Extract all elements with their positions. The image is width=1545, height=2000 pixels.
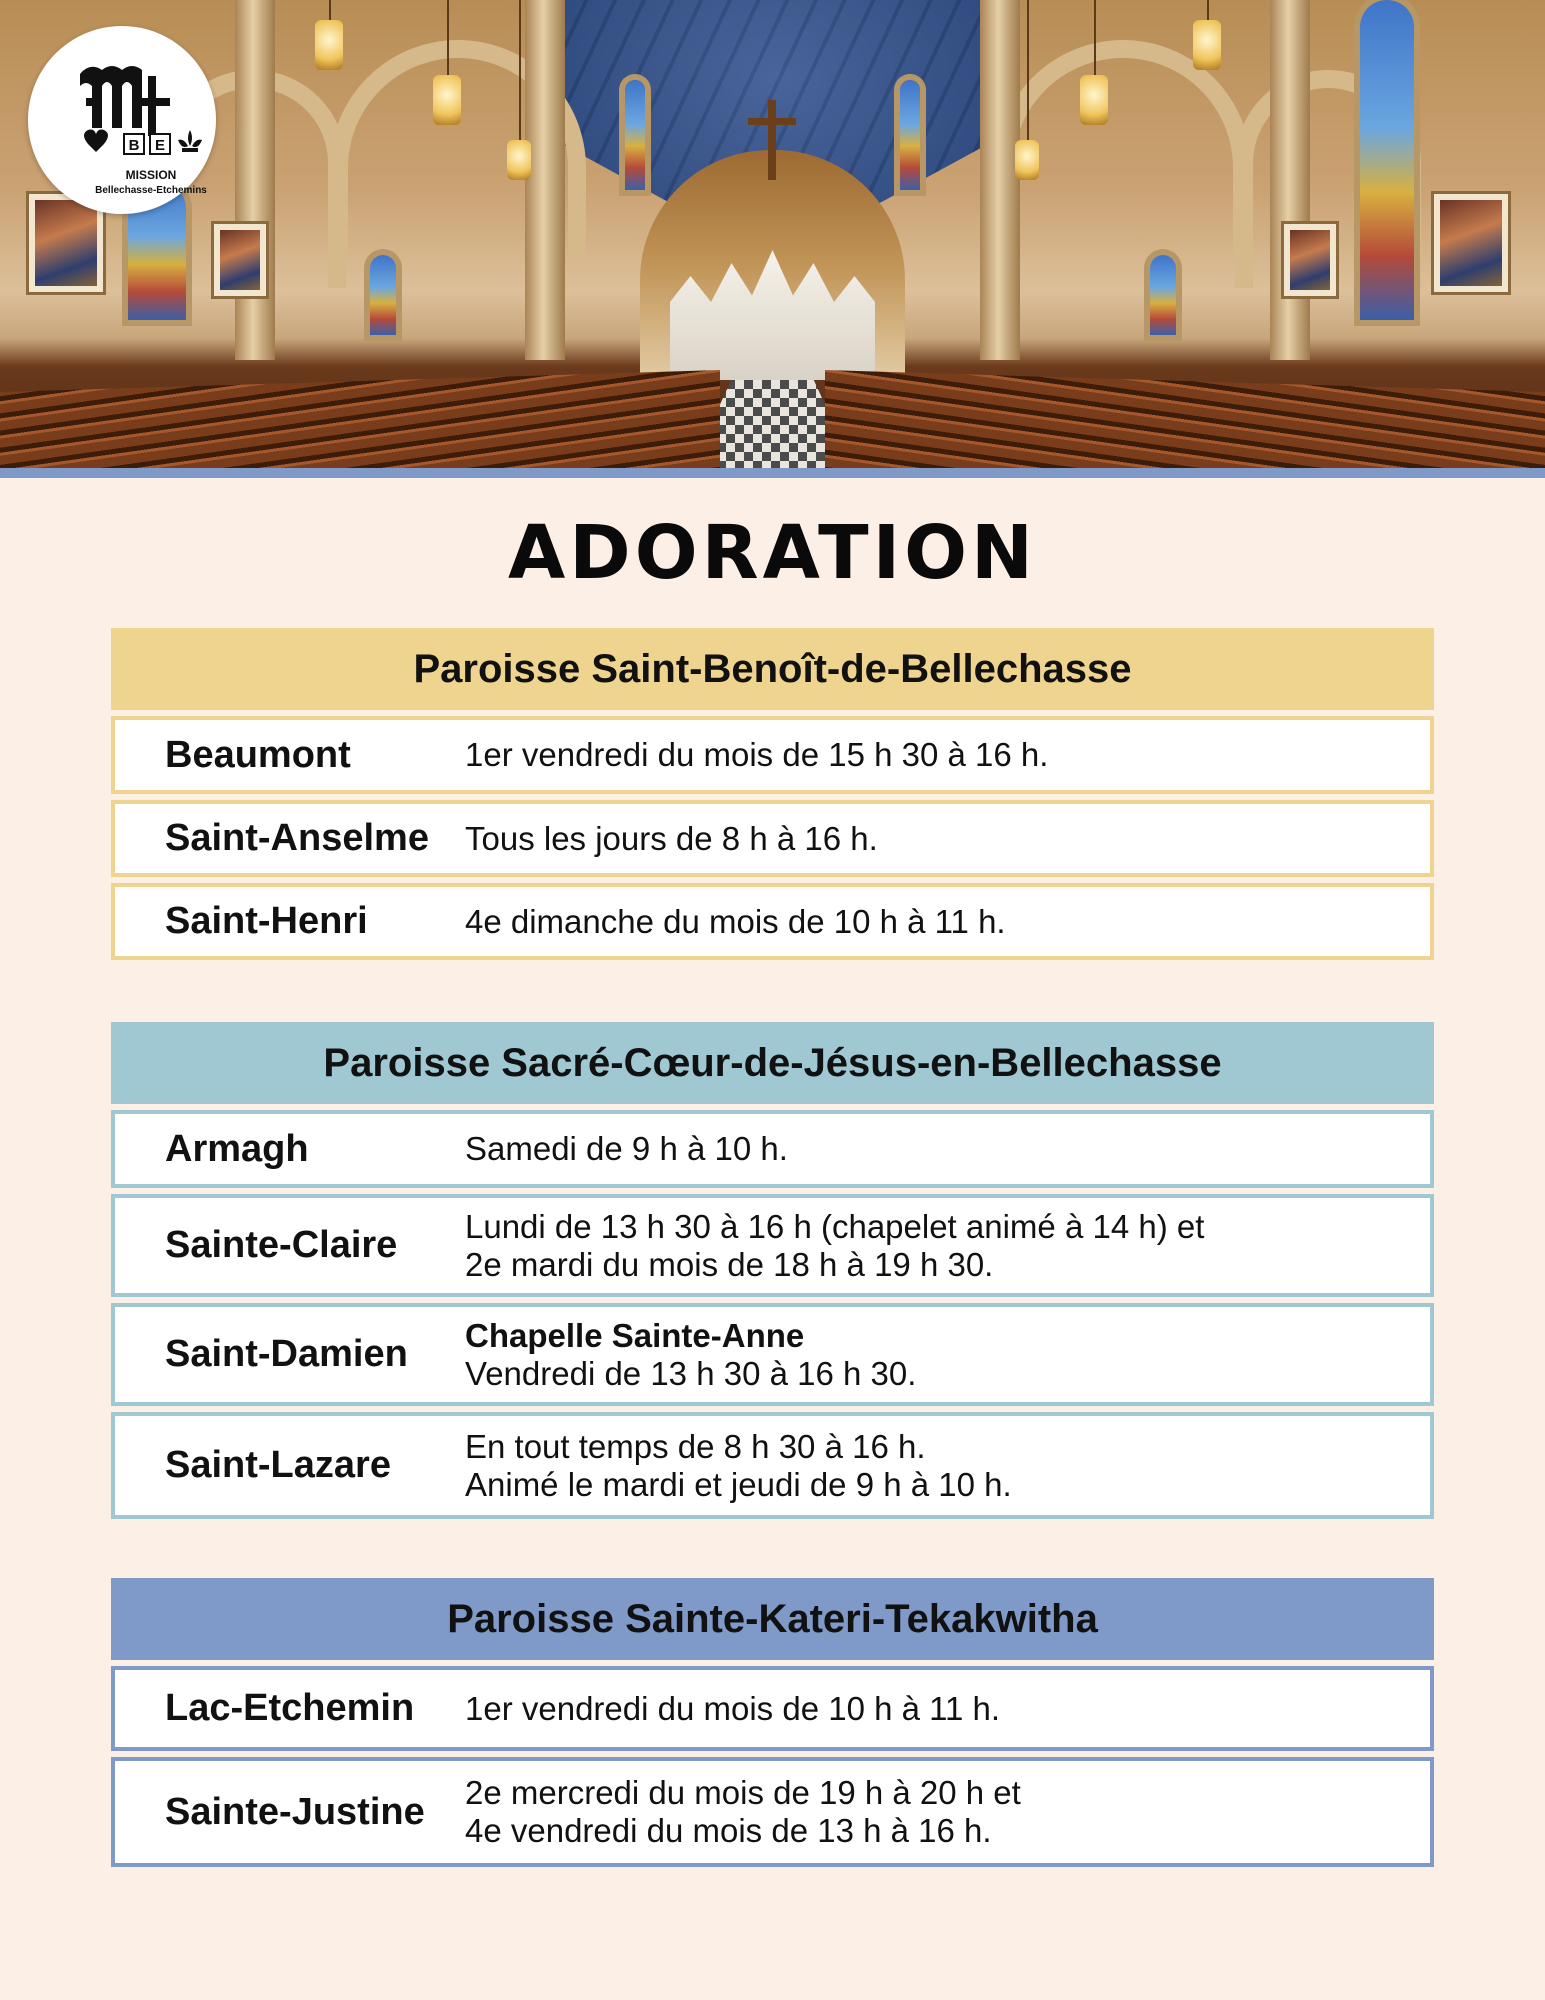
parish-header: Paroisse Saint-Benoît-de-Bellechasse — [111, 628, 1434, 710]
station-painting — [220, 230, 260, 290]
stained-glass-window — [625, 80, 645, 190]
hanging-lamp-icon — [507, 140, 531, 180]
church-interior-photo — [0, 0, 1545, 470]
column — [980, 0, 1020, 360]
table-row — [111, 1666, 1434, 1751]
schedule-line: En tout temps de 8 h 30 à 16 h. — [465, 1427, 926, 1465]
schedule-line: Samedi de 9 h à 10 h. — [465, 1130, 788, 1167]
hanging-lamp-icon — [1193, 20, 1221, 70]
hanging-lamp-icon — [1015, 140, 1039, 180]
schedule-line: 4e dimanche du mois de 10 h à 11 h. — [465, 902, 1006, 940]
hero-divider — [0, 468, 1545, 478]
table-row — [111, 1110, 1434, 1188]
parish-table-sainte-kateri — [111, 1578, 1434, 1867]
logo-mission-label: MISSION — [125, 168, 177, 182]
place-name: Saint-Lazare — [165, 1444, 391, 1486]
crucifix-icon — [768, 100, 776, 180]
place-name: Sainte-Claire — [165, 1224, 398, 1266]
schedule-line: 2e mardi du mois de 18 h à 19 h 30. — [465, 1245, 994, 1283]
stained-glass-window — [370, 255, 396, 335]
parish-header: Paroisse Sacré-Cœur-de-Jésus-en-Bellechasse — [111, 1022, 1434, 1104]
schedule-line: 2e mercredi du mois de 19 h à 20 h et — [465, 1774, 1021, 1811]
hanging-lamp-icon — [315, 20, 343, 70]
place-name: Beaumont — [165, 733, 351, 776]
chapel-name: Chapelle Sainte-Anne — [465, 1316, 805, 1354]
table-row — [111, 1412, 1434, 1519]
schedule-line: Tous les jours de 8 h à 16 h. — [465, 819, 878, 857]
place-name: Saint-Damien — [165, 1333, 408, 1375]
schedule — [465, 736, 1068, 774]
table-row — [111, 883, 1434, 960]
stained-glass-window — [1150, 255, 1176, 335]
pews-right — [825, 370, 1545, 470]
schedule-line: 1er vendredi du mois de 15 h 30 à 16 h. — [465, 736, 1049, 773]
hanging-lamp-icon — [433, 75, 461, 125]
parish-table-saint-benoit — [111, 628, 1434, 960]
pews-left — [0, 370, 720, 470]
table-row — [111, 1303, 1434, 1406]
column — [1270, 0, 1310, 360]
schedule — [465, 1690, 1020, 1728]
schedule-line: 1er vendredi du mois de 10 h à 11 h. — [465, 1689, 1001, 1727]
place-name: Lac-Etchemin — [165, 1687, 415, 1729]
table-row — [111, 800, 1434, 877]
schedule — [465, 903, 1026, 941]
schedule — [465, 820, 898, 858]
place-name: Armagh — [165, 1127, 309, 1170]
stained-glass-window — [900, 80, 920, 190]
schedule — [465, 1774, 1041, 1850]
schedule — [465, 1428, 1032, 1504]
schedule — [465, 1130, 808, 1168]
schedule-line: Animé le mardi et jeudi de 9 h à 10 h. — [465, 1465, 1012, 1503]
mission-logo-icon — [28, 26, 216, 214]
parish-header: Paroisse Sainte-Kateri-Tekakwitha — [111, 1578, 1434, 1660]
hanging-lamp-icon — [1080, 75, 1108, 125]
table-row — [111, 1757, 1434, 1867]
mission-logo — [28, 26, 216, 214]
stained-glass-window — [1360, 0, 1414, 320]
schedule-line: Lundi de 13 h 30 à 16 h (chapelet animé à 14 h) et — [465, 1207, 1205, 1245]
parish-table-sacre-coeur — [111, 1022, 1434, 1519]
logo-letter-b: B — [128, 137, 140, 154]
logo-letter-e: E — [154, 137, 166, 154]
schedule-line: Vendredi de 13 h 30 à 16 h 30. — [465, 1354, 917, 1392]
logo-region-label: Bellechasse-Etchemins — [95, 185, 207, 196]
place-name: Saint-Anselme — [165, 817, 429, 859]
table-row — [111, 716, 1434, 794]
column — [525, 0, 565, 360]
station-painting — [1290, 230, 1330, 290]
column — [235, 0, 275, 360]
schedule — [465, 1208, 1224, 1284]
place-name: Saint-Henri — [165, 900, 368, 942]
schedule-line: 4e vendredi du mois de 13 h à 16 h. — [465, 1812, 992, 1849]
station-painting — [1440, 200, 1502, 286]
schedule — [465, 1317, 936, 1393]
page-title: ADORATION — [508, 510, 1037, 596]
place-name: Sainte-Justine — [165, 1790, 425, 1833]
table-row — [111, 1194, 1434, 1297]
